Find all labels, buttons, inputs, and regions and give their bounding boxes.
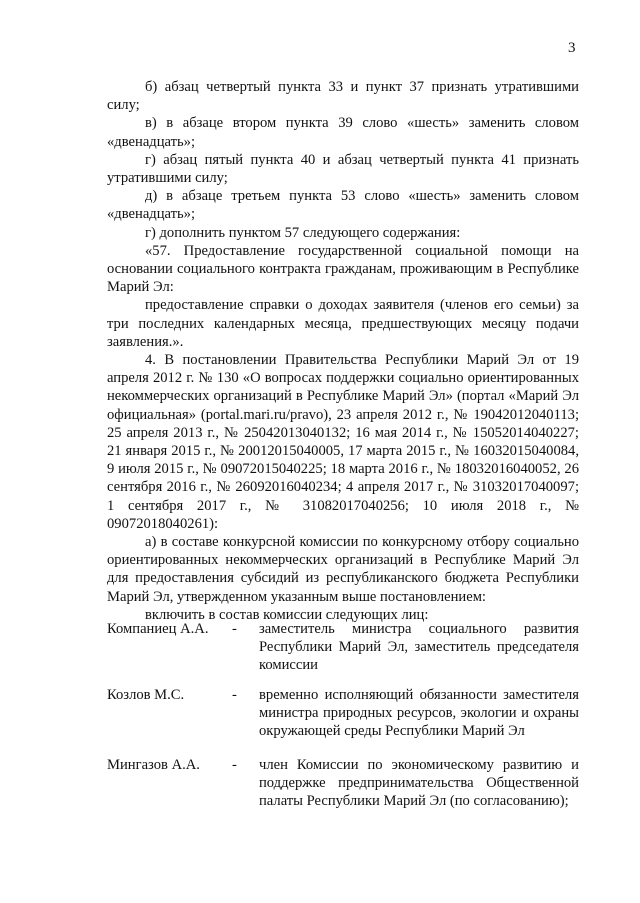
paragraph-b: б) абзац четвертый пункта 33 и пункт 37 признать утратившими силу; <box>107 79 579 114</box>
member-name: Козлов М.С. <box>107 687 185 703</box>
member-dash: - <box>232 757 237 773</box>
paragraph-4: 4. В постановлении Правительства Республики Марий Эл от 19 апреля 2012 г. № 130 «О вопросах поддержки социально ориентированных некоммерческих организаций в Республике Марий Эл» (портал «Марий Эл официальная» (portal.mari.ru/pravo), 23 апреля 2012 г., № 19042012040113; 25 апреля 2013 г., № 25042013040132; 16 мая 2014 г., № 15052014040227; 21 января 2015 г., № 20012015040005, 17 марта 2015 г., № 16032015040084, 9 июля 2015 г., № 09072015040225; 18 марта 2016 г., № 18032016040052, 26 сентября 2016 г., № 26092016040234; 4 апреля 2017 г., № 31032017040097; 1 сентября 2017 г., № 31082017040256; 10 июля 2018 г., № 09072018040261): <box>107 352 579 532</box>
paragraph-d: д) в абзаце третьем пункта 53 слово «шесть» заменить словом «двенадцать»; <box>107 188 579 223</box>
member-name: Компаниец А.А. <box>107 621 209 637</box>
member-name: Мингазов А.А. <box>107 757 200 773</box>
member-dash: - <box>232 621 237 637</box>
paragraph-v: в) в абзаце втором пункта 39 слово «шесть» заменить словом «двенадцать»; <box>107 115 579 150</box>
paragraph-include: включить в состав комиссии следующих лиц: <box>145 606 429 623</box>
paragraph-g2: г) дополнить пунктом 57 следующего содержания: <box>145 224 461 241</box>
paragraph-g1: г) абзац пятый пункта 40 и абзац четвертый пункта 41 признать утратившими силу; <box>107 151 579 187</box>
member-description: временно исполняющий обязанности заместителя министра природных ресурсов, экологии и охраны окружающей среды Республики Марий Эл <box>259 687 579 740</box>
document-body <box>107 78 579 624</box>
paragraph-57: «57. Предоставление государственной социальной помощи на основании социального контракта гражданам, проживающим в Республике Марий Эл: <box>107 242 579 296</box>
paragraph-57-text: предоставление справки о доходах заявителя (членов его семьи) за три последних календарных месяца, предшествующих месяцу подачи заявления.». <box>107 297 579 350</box>
member-description: заместитель министра социального развития Республики Марий Эл, заместитель председателя комиссии <box>259 621 579 674</box>
paragraph-a: а) в составе конкурсной комиссии по конкурсному отбору социально ориентированных некоммерческих организаций в Республике Марий Эл для предоставления субсидий из республиканского бюджета Республики Марий Эл, утвержденном указанным выше постановлением: <box>107 534 579 605</box>
member-dash: - <box>232 687 237 703</box>
member-description: член Комиссии по экономическому развитию и поддержке предпринимательства Общественной палаты Республики Марий Эл (по согласованию); <box>259 757 579 810</box>
page-number: 3 <box>568 40 576 56</box>
